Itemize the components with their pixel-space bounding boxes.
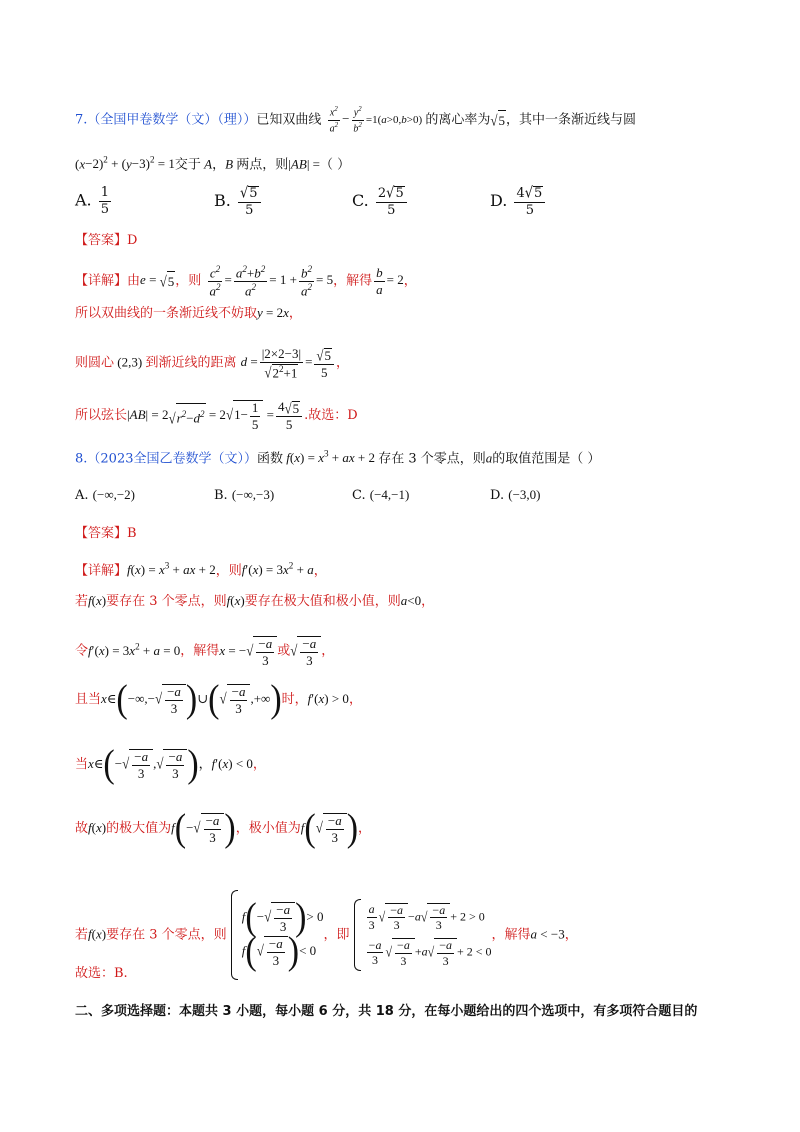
q7-option-d-label: D. bbox=[490, 191, 508, 211]
q7-option-d[interactable]: D. $\frac{4√5}{5}$ bbox=[490, 186, 547, 217]
q8-sol-text-17: ，解得 bbox=[491, 927, 531, 943]
q8-sol-text: ，则 bbox=[215, 563, 242, 579]
q8-stem: 8.（2023全国乙卷数学（文））函数 $f(x) = x^3$ + ax + 2 存在 3 个零点，则a的取值范围是（ ） bbox=[75, 449, 601, 467]
q7-sol-text-4: 所以双曲线的一条渐近线不妨取 bbox=[75, 306, 258, 321]
q8-sol-text-9: 时， bbox=[281, 691, 308, 707]
q8-solution-1: 【详解】$f(x) = x^3$ + ax + 2，则$f'(x) = 3x^2 + a$， bbox=[75, 561, 327, 579]
q7-stem-text-3: ，其中一条渐近线与圆 bbox=[506, 112, 637, 128]
q7-stem-text-2: 的离心率为 bbox=[425, 112, 491, 128]
q8-sol-text-8: 且当 bbox=[75, 691, 102, 707]
q8-sol-text-15: 要存在 3 个零点，则 bbox=[106, 927, 227, 943]
q8-system-2: $\frac{a}{3}$ √ $\frac{-a}{3}$ −a√ $\frac{-a}{3}$ + 2 > 0 $\frac{-a}{3}$ √ $\frac{-a}{3}$ +a√ $\frac{-a}{3}$ + 2 < 0 bbox=[354, 899, 492, 971]
q7-solution-4: 所以弦长$|AB| = 2√r^2-d^2 = 2√1-$ $\frac{1}{5}$ = $\frac{4√5}{5}$ .故选：D bbox=[75, 399, 358, 433]
q8-sol-text-2: 若 bbox=[75, 594, 89, 609]
q7-stem-text-5: 两点，则 bbox=[236, 157, 289, 173]
q7-stem-text-4: 交于 bbox=[174, 157, 201, 173]
q7-solution-1: 【详解】由e = √5，则 $\frac{c^2}{a^2}$ = $\frac{a^2+b^2}{a^2}$ = 1 + $\frac{b^2}{a^2}$ = 5，解得 $\frac{b}{a}$ = 2， bbox=[75, 264, 417, 299]
q7-options bbox=[75, 184, 675, 224]
q8-option-b[interactable]: B. (−∞,−3) bbox=[214, 487, 275, 503]
q7-eccentricity: √5 bbox=[490, 111, 506, 129]
q8-option-b-label: B. bbox=[214, 488, 228, 503]
q8-option-a-label: A. bbox=[75, 488, 89, 503]
q8-option-a[interactable]: A. (−∞,−2) bbox=[75, 487, 136, 503]
q7-option-b[interactable]: B. $\frac{√5}{5}$ bbox=[214, 186, 263, 217]
q8-stem-text: 函数 bbox=[257, 451, 284, 467]
q7-sol-text-7: 所以弦长 bbox=[75, 407, 128, 423]
q8-option-d-label: D. bbox=[490, 488, 505, 503]
q8-system-1: f(−√ $\frac{-a}{3}$ )> 0 f(√ $\frac{-a}{3}$ )< 0 bbox=[231, 890, 324, 980]
q8-stem-text-3: 的取值范围是（ ） bbox=[492, 451, 601, 467]
q7-stem-text: 已知双曲线 bbox=[256, 112, 322, 128]
q7-circle-equation: $(x-2)^2 + (y-3)^2 = 1$ bbox=[75, 155, 175, 172]
q8-sol-text-11: 故 bbox=[75, 820, 89, 836]
q8-solution-6: 故f(x)的极大值为f(−√ $\frac{-a}{3}$ )，极小值为f(√ $\frac{-a}{3}$ )， bbox=[75, 807, 372, 850]
q8-sol-text-6: ，解得 bbox=[180, 643, 220, 659]
q7-source: （全国甲卷数学（文）（理）） bbox=[87, 112, 257, 128]
q7-solution-2: 所以双曲线的一条渐近线不妨取y = 2x， bbox=[75, 305, 302, 321]
q8-option-c[interactable]: C. (−4,−1) bbox=[352, 487, 410, 503]
q8-sol-text-10: 当 bbox=[75, 756, 89, 772]
q8-solution-4: 且当x∈(−∞,−√ $\frac{-a}{3}$ )∪(√ $\frac{-a}{3}$ ,+∞)时，f′(x) > 0， bbox=[75, 678, 362, 721]
q8-number: 8. bbox=[75, 451, 88, 467]
q8-sol-text-4: 要存在极大值和极小值，则 bbox=[244, 594, 401, 609]
q8-solution-5: 当x∈(−√ $\frac{-a}{3}$ ,√ $\frac{-a}{3}$ )，f′(x) < 0， bbox=[75, 743, 266, 786]
q8-solution-2: 若f(x)要存在 3 个零点，则f(x)要存在极大值和极小值，则a<0， bbox=[75, 593, 435, 609]
section-2-heading: 二、多项选择题：本题共 3 小题，每小题 6 分，共 18 分，在每小题给出的四个选项中，有多项符合题目的 bbox=[75, 1004, 698, 1019]
q8-sol-text-16: ，即 bbox=[323, 927, 350, 943]
q8-solution-3: 令$f'(x) = 3x^2 + a = 0$，解得x = −√ $\frac{-a}{3}$ 或√ $\frac{-a}{3}$ ， bbox=[75, 636, 335, 668]
q7-stem-line1 bbox=[75, 106, 636, 135]
q8-sol-text-13: ，极小值为 bbox=[235, 820, 301, 836]
q8-sol-text-5: 令 bbox=[75, 643, 89, 659]
q7-sol-text-3: ，解得 bbox=[333, 273, 373, 289]
q7-stem-text-6: （ ） bbox=[320, 157, 351, 173]
q8-sol-text-12: 的极大值为 bbox=[106, 820, 172, 836]
q7-sol-text-6: 到渐近线的距离 bbox=[145, 355, 237, 371]
q7-detail-label: 【详解】 bbox=[75, 273, 128, 289]
q7-sol-text-8: .故选：D bbox=[304, 407, 358, 423]
q8-sol-text-14: 若 bbox=[75, 927, 89, 943]
q7-sol-text-2: ，则 bbox=[175, 273, 202, 289]
q7-option-a[interactable]: A. $\frac{1}{5}$ bbox=[75, 185, 110, 217]
q8-answer: 【答案】B bbox=[75, 526, 137, 541]
q8-stem-text-2: 存在 3 个零点，则 bbox=[378, 451, 486, 467]
q7-option-c[interactable]: C. $\frac{2√5}{5}$ bbox=[352, 186, 409, 217]
q7-answer: 【答案】D bbox=[75, 233, 138, 248]
q7-solution-3: 则圆心 (2,3) 到渐近线的距离 d = $\frac{|2\times 2-3|}{√2^2+1}$ = $\frac{√5}{5}$ ， bbox=[75, 346, 350, 382]
q7-stem-line2: $(x-2)^2 + (y-3)^2 = 1$交于 A，B 两点，则|AB| =（ ） bbox=[75, 155, 351, 173]
q7-option-c-label: C. bbox=[352, 191, 369, 211]
q7-option-b-label: B. bbox=[214, 191, 231, 211]
q8-option-c-label: C. bbox=[352, 488, 366, 503]
q7-sol-text: 由 bbox=[127, 273, 141, 289]
q7-option-a-label: A. bbox=[75, 190, 92, 210]
q8-option-d[interactable]: D. (−3,0) bbox=[490, 487, 541, 503]
q7-hyperbola-equation: $\frac{x^2}{a^2}$ − $\frac{y^2}{b^2}$ =1(a>0,b>0) bbox=[329, 105, 423, 135]
q7-sol-text-5: 则圆心 bbox=[75, 355, 115, 371]
q8-solution-7: 若f(x)要存在 3 个零点，则 f(−√ $\frac{-a}{3}$ )> 0 f(√ $\frac{-a}{3}$ )< 0 ，即 $\frac{a}{3}$ √ $\frac{-a}{3}$ −a√ $\frac{-a}{3}$ + 2 > 0 $\frac{-a}{3}$ √ $\frac{-a}{3}$ +a√ $\frac{-a}{3}$ + 2 < 0 ，解得a < −3， bbox=[75, 890, 578, 980]
q8-conclusion: 故选：B. bbox=[75, 966, 128, 981]
q8-source: （2023全国乙卷数学（文）） bbox=[87, 451, 257, 467]
q8-detail-label: 【详解】 bbox=[75, 563, 128, 579]
q8-sol-text-7: 或 bbox=[277, 643, 291, 659]
q7-number: 7. bbox=[75, 112, 88, 128]
q8-sol-text-3: 要存在 3 个零点，则 bbox=[106, 594, 227, 609]
